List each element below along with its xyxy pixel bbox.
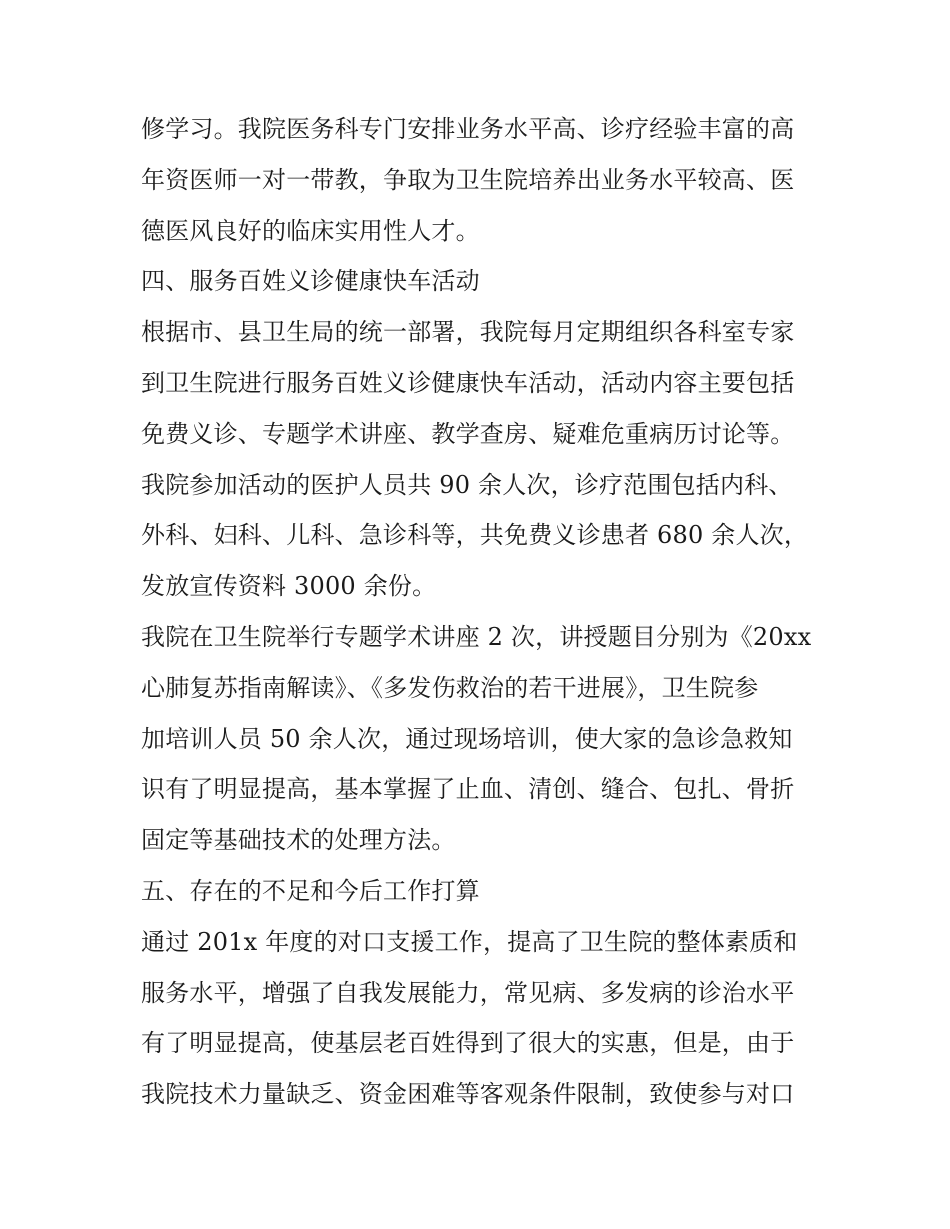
text-line: 我院在卫生院举行专题学术讲座 2 次，讲授题目分别为《20xx xyxy=(141,622,812,651)
text-line: 通过 201x 年度的对口支援工作，提高了卫生院的整体素质和 xyxy=(141,927,798,956)
text-line: 外科、妇科、儿科、急诊科等，共免费义诊患者 680 余人次， xyxy=(141,521,809,550)
text-line: 修学习。我院医务科专门安排业务水平高、诊疗经验丰富的高 xyxy=(141,115,795,143)
text-line: 我院技术力量缺乏、资金困难等客观条件限制，致使参与对口 xyxy=(141,1080,795,1109)
text-line: 有了明显提高，使基层老百姓得到了很大的实惠，但是，由于 xyxy=(141,1029,795,1058)
text-line: 我院参加活动的医护人员共 90 余人次，诊疗范围包括内科、 xyxy=(141,470,793,499)
text-line: 心肺复苏指南解读》、《多发伤救治的若干进展》，卫生院参 xyxy=(141,673,759,702)
text-line: 免费义诊、专题学术讲座、教学查房、疑难危重病历讨论等。 xyxy=(141,419,795,448)
text-line: 到卫生院进行服务百姓义诊健康快车活动，活动内容主要包括 xyxy=(141,368,795,397)
text-line: 年资医师一对一带教，争取为卫生院培养出业务水平较高、医 xyxy=(141,165,795,194)
text-line: 加培训人员 50 余人次，通过现场培训，使大家的急诊急救知 xyxy=(141,724,793,753)
section-heading: 四、服务百姓义诊健康快车活动 xyxy=(141,267,480,296)
text-line: 根据市、县卫生局的统一部署，我院每月定期组织各科室专家 xyxy=(141,318,795,347)
text-line: 德医风良好的临床实用性人才。 xyxy=(141,216,480,245)
text-line: 识有了明显提高，基本掌握了止血、清创、缝合、包扎、骨折 xyxy=(141,775,795,804)
text-line: 发放宣传资料 3000 余份。 xyxy=(141,572,437,601)
text-line: 固定等基础技术的处理方法。 xyxy=(141,826,456,855)
text-line: 服务水平，增强了自我发展能力，常见病、多发病的诊治水平 xyxy=(141,978,795,1007)
section-heading: 五、存在的不足和今后工作打算 xyxy=(141,876,480,905)
document-body xyxy=(141,104,821,1120)
